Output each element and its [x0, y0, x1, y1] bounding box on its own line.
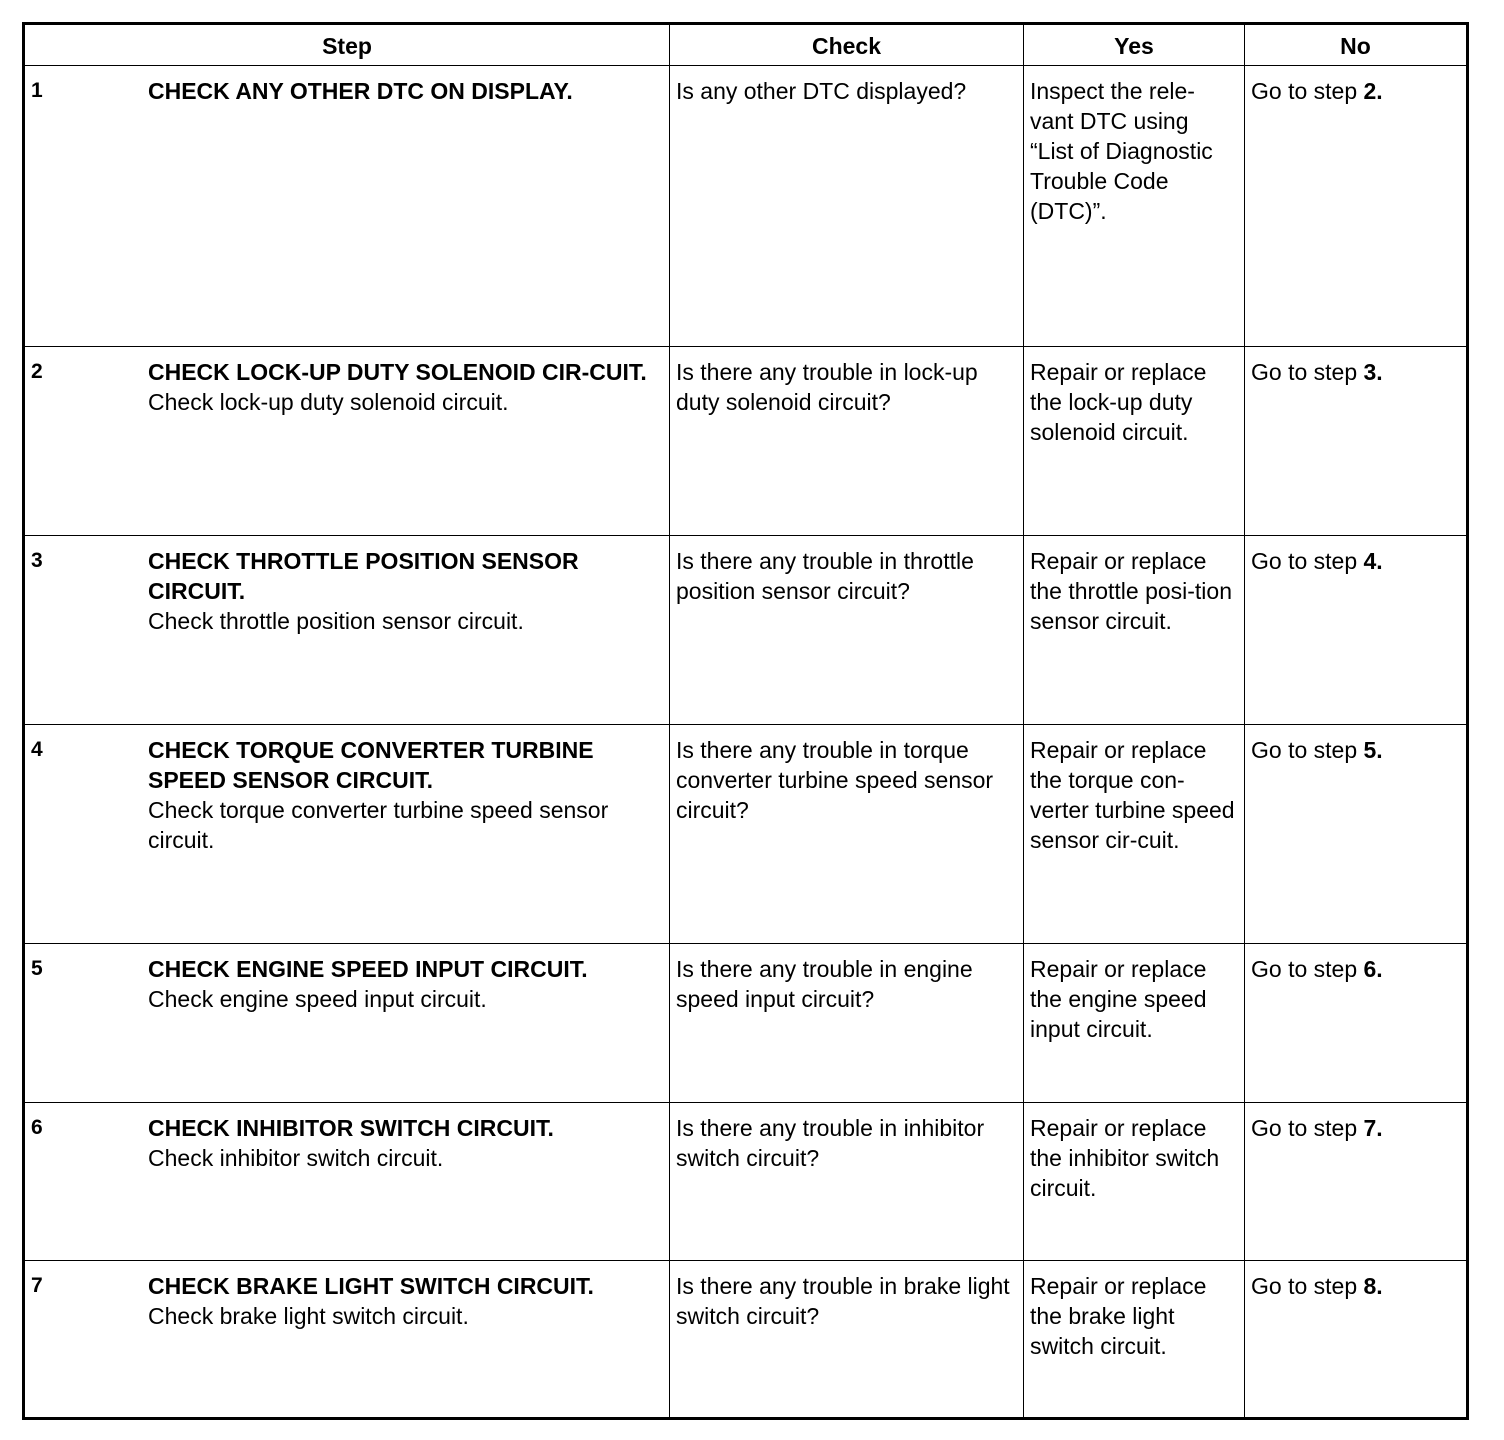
- no-prefix: Go to step: [1251, 1115, 1364, 1141]
- step-cell: [24, 347, 670, 536]
- step-number: 1: [31, 79, 43, 102]
- check-cell: Is there any trouble in inhibitor switch circuit?: [670, 1103, 1024, 1261]
- check-cell: Is there any trouble in throttle position sensor circuit?: [670, 536, 1024, 725]
- header-step: Step: [24, 24, 670, 66]
- no-step-ref: 6.: [1363, 956, 1383, 982]
- no-cell: [1245, 1103, 1468, 1261]
- step-title: CHECK LOCK-UP DUTY SOLENOID CIR-CUIT.: [148, 359, 647, 385]
- step-cell: [24, 1261, 670, 1419]
- step-title: CHECK BRAKE LIGHT SWITCH CIRCUIT.: [148, 1273, 594, 1299]
- step-action: Check torque converter turbine speed sensor circuit.: [148, 797, 609, 853]
- yes-cell: Repair or replace the brake light switch circuit.: [1024, 1261, 1245, 1419]
- step-title: CHECK INHIBITOR SWITCH CIRCUIT.: [148, 1115, 554, 1141]
- table-row: [24, 1261, 1468, 1419]
- no-cell: [1245, 347, 1468, 536]
- check-cell: Is there any trouble in brake light switch circuit?: [670, 1261, 1024, 1419]
- no-cell: [1245, 66, 1468, 347]
- step-number: 7: [31, 1274, 43, 1297]
- step-action: Check engine speed input circuit.: [148, 986, 487, 1012]
- step-cell: [24, 1103, 670, 1261]
- check-cell: Is there any trouble in lock-up duty solenoid circuit?: [670, 347, 1024, 536]
- no-step-ref: 5.: [1363, 737, 1383, 763]
- step-title: CHECK THROTTLE POSITION SENSOR CIRCUIT.: [148, 548, 579, 604]
- no-prefix: Go to step: [1251, 548, 1364, 574]
- no-prefix: Go to step: [1251, 737, 1364, 763]
- step-number: 3: [31, 549, 43, 572]
- step-action: Check inhibitor switch circuit.: [148, 1145, 444, 1171]
- step-action: Check throttle position sensor circuit.: [148, 608, 524, 634]
- yes-cell: Inspect the rele-vant DTC using “List of Diagnostic Trouble Code (DTC)”.: [1024, 66, 1245, 347]
- header-yes: Yes: [1024, 24, 1245, 66]
- table-row: [24, 1103, 1468, 1261]
- no-cell: [1245, 536, 1468, 725]
- check-cell: Is there any trouble in engine speed input circuit?: [670, 944, 1024, 1103]
- no-prefix: Go to step: [1251, 1273, 1364, 1299]
- check-cell: Is there any trouble in torque converter turbine speed sensor circuit?: [670, 725, 1024, 944]
- table-row: [24, 944, 1468, 1103]
- step-title: CHECK ENGINE SPEED INPUT CIRCUIT.: [148, 956, 588, 982]
- no-prefix: Go to step: [1251, 956, 1364, 982]
- step-number: 6: [31, 1116, 43, 1139]
- yes-cell: Repair or replace the inhibitor switch circuit.: [1024, 1103, 1245, 1261]
- header-check: Check: [670, 24, 1024, 66]
- no-step-ref: 8.: [1363, 1273, 1383, 1299]
- table-header-row: [24, 24, 1468, 66]
- no-cell: [1245, 1261, 1468, 1419]
- no-step-ref: 7.: [1363, 1115, 1383, 1141]
- no-cell: [1245, 944, 1468, 1103]
- step-title: CHECK TORQUE CONVERTER TURBINE SPEED SENSOR CIRCUIT.: [148, 737, 594, 793]
- step-cell: [24, 725, 670, 944]
- step-cell: [24, 536, 670, 725]
- yes-cell: Repair or replace the engine speed input circuit.: [1024, 944, 1245, 1103]
- table-row: [24, 725, 1468, 944]
- no-step-ref: 2.: [1363, 78, 1383, 104]
- check-cell: Is any other DTC displayed?: [670, 66, 1024, 347]
- step-number: 4: [31, 738, 43, 761]
- step-number: 5: [31, 957, 43, 980]
- step-cell: [24, 944, 670, 1103]
- table-row: [24, 66, 1468, 347]
- step-number: 2: [31, 360, 43, 383]
- no-step-ref: 4.: [1363, 548, 1383, 574]
- diagnostic-table: [22, 22, 1469, 1420]
- table-row: [24, 536, 1468, 725]
- no-cell: [1245, 725, 1468, 944]
- yes-cell: Repair or replace the throttle posi-tion sensor circuit.: [1024, 536, 1245, 725]
- yes-cell: Repair or replace the torque con-verter turbine speed sensor cir-cuit.: [1024, 725, 1245, 944]
- step-action: Check brake light switch circuit.: [148, 1303, 469, 1329]
- no-prefix: Go to step: [1251, 78, 1364, 104]
- header-no: No: [1245, 24, 1468, 66]
- table-row: [24, 347, 1468, 536]
- step-action: Check lock-up duty solenoid circuit.: [148, 389, 509, 415]
- step-title: CHECK ANY OTHER DTC ON DISPLAY.: [148, 78, 573, 104]
- step-cell: [24, 66, 670, 347]
- no-step-ref: 3.: [1363, 359, 1383, 385]
- no-prefix: Go to step: [1251, 359, 1364, 385]
- yes-cell: Repair or replace the lock-up duty solenoid circuit.: [1024, 347, 1245, 536]
